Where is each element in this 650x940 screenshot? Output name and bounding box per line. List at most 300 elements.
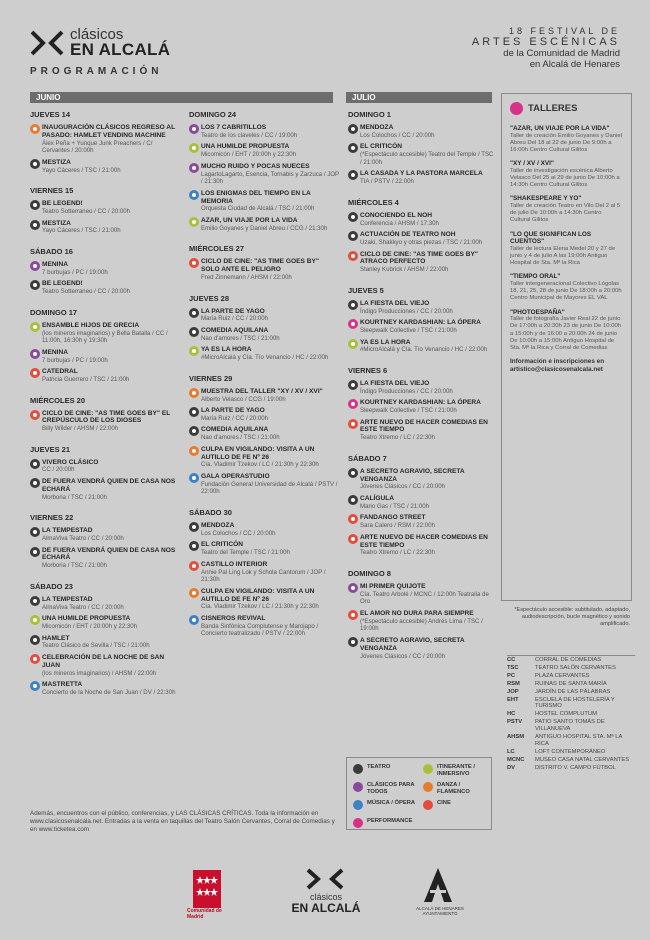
event-item <box>189 327 339 342</box>
event-title: LA TEMPESTAD <box>42 595 93 603</box>
category-icon <box>189 217 199 227</box>
event-title: MUESTRA DEL TALLER "XY / XV / XVI" <box>201 387 323 395</box>
abbreviation-row <box>507 734 635 748</box>
event-item <box>348 143 494 166</box>
bottom-note: Además, encuentros con el público, conferencias, y LAS CLÁSICAS CRÍTICAS. Toda la información en www.clasicosenalcala.net. Entradas a la venta en taquillas del Teatro Salón Cervantes, Corral de Comedias y en www.ticketea.com <box>30 810 335 833</box>
fest-line-1: 18 FESTIVAL DE <box>508 26 620 36</box>
event-title: CULPA EN VIGILANDO: VISITA A UN AUTILLO DE FE Nº 26 <box>201 445 315 461</box>
abbreviation-value: LOFT CONTEMPORÁNEO <box>535 748 606 755</box>
legend-label: MÚSICA / ÓPERA <box>367 800 416 806</box>
event-details: Índigo Producciones / CC / 20:00h <box>360 307 453 315</box>
event-title: CICLO DE CINE: "AS TIME GOES BY" ATRACO PERFECTO <box>360 250 478 266</box>
event-details: Patricia Guerrero / TSC / 21:00h <box>42 375 130 383</box>
talleres-panel <box>501 93 632 601</box>
event-item <box>348 300 494 315</box>
day-heading: MIÉRCOLES 4 <box>348 197 399 207</box>
legend-label: ITINERANTE / INMERSIVO <box>437 764 476 777</box>
festival-title <box>472 26 620 70</box>
performance-icon <box>353 818 363 828</box>
talleres-info: Información e inscripciones en artistico@clasicosenalcala.net <box>510 358 605 374</box>
itinerante-icon <box>423 764 433 774</box>
event-details: LagartoLagarto, Esencia, Tornabis y Zarzuca / JOP / 21:30h <box>201 170 339 186</box>
event-details: #MicroAlcalá y Cía. Tío Venancio / HC / 22:00h <box>201 354 329 362</box>
event-details: Nao d'amores / TSC / 21:00h <box>201 334 280 342</box>
spacer <box>30 574 180 582</box>
abbreviation-row <box>507 681 635 688</box>
event-item <box>348 124 494 139</box>
event-title: LA CASADA Y LA PASTORA MARCELA <box>360 170 483 178</box>
venue-abbreviations <box>507 655 635 772</box>
event-item <box>30 261 180 276</box>
event-item <box>30 681 180 696</box>
event-details: Teatro Sotterraneo / CC / 20:00h <box>42 207 131 215</box>
event-details: Cía. Vladimir Tzekov / LC / 21:30h y 22:30h <box>201 461 319 469</box>
day-heading: JUEVES 21 <box>30 444 71 454</box>
day-heading: DOMINGO 17 <box>30 307 78 317</box>
category-icon <box>348 419 358 429</box>
event-details: Álex Peña + Yunque Junk Preachers / C/ Cervantes / 20:00h <box>42 139 153 155</box>
event-details: Yayo Cáceres / TSC / 21:00h <box>42 227 121 235</box>
day-heading: SÁBADO 16 <box>30 246 73 256</box>
event-item <box>348 212 494 227</box>
event-title: ACTUACIÓN DE TEATRO NOH <box>360 231 456 239</box>
taller-title: "TIEMPO ORAL" <box>510 273 561 281</box>
event-details: (los mineros imaginarios) / AHSM / 22:00h <box>42 669 157 677</box>
event-details: Jóvenes Clásicos / CC / 20:00h <box>360 483 446 491</box>
event-details: Alberto Velasco / CCG / 19:00h <box>201 395 286 403</box>
category-icon <box>348 251 358 261</box>
category-icon <box>189 615 199 625</box>
event-details: Los Colochos / CC / 20:00h <box>201 529 276 537</box>
event-details: Teatro de los claveles / CC / 19:00h <box>201 131 298 139</box>
event-item <box>189 588 339 611</box>
abbreviation-row <box>507 673 635 680</box>
spacer <box>30 300 180 308</box>
event-details: Morboria / TSC / 21:00h <box>42 493 107 501</box>
category-icon <box>189 190 199 200</box>
event-item <box>189 561 339 584</box>
event-item <box>189 308 339 323</box>
event-details: María Ruiz / CC / 20:00h <box>201 315 269 323</box>
category-icon <box>189 388 199 398</box>
spacer <box>189 366 339 374</box>
clasicos-logo-icon <box>300 868 350 890</box>
event-item <box>30 159 180 174</box>
abbreviation-key: EHT <box>507 696 519 703</box>
taller-details: Taller intergeneracional Colectivo Lógolas 18, 21, 25, 28 de junio De 18:00h a 20:00h Centro Municipal de Mayores EL VAL <box>510 281 622 302</box>
event-item <box>348 514 494 529</box>
taller-details: Taller de investigación escénica Alberto Velasco Del 25 al 29 de junio De 10:00h a 14:30h Centro Cultural Gilitos <box>510 167 620 189</box>
event-title: EL AMOR NO DURA PARA SIEMPRE <box>360 610 474 618</box>
event-details: Orquesta Ciudad de Alcalá / TSC / 21:00h <box>201 205 315 213</box>
event-title: CATEDRAL <box>42 368 78 376</box>
month-june: JUNIO <box>30 92 333 103</box>
category-icon <box>348 514 358 524</box>
abbreviation-row <box>507 665 635 672</box>
event-title: COMEDIA AQUILANA <box>201 426 269 434</box>
clasicos-icon <box>353 782 363 792</box>
category-icon <box>189 308 199 318</box>
event-item <box>348 468 494 491</box>
musica-icon <box>353 800 363 810</box>
event-item <box>189 190 339 213</box>
category-icon <box>30 681 40 691</box>
event-details: (los mineros imaginarios) y Bella Batalla / CC / 11:00h, 16:30h y 19:30h <box>42 329 168 345</box>
event-title: MESTIZA <box>42 219 71 227</box>
category-icon <box>348 380 358 390</box>
event-details: Stanley Kubrick / AHSM / 22:00h <box>360 266 449 274</box>
accessible-note: *Espectáculo accesible: subtitulado, adaptado, audiodescripción, bucle magnético y sonido amplificado. <box>514 607 630 627</box>
event-title: LA FIESTA DEL VIEJO <box>360 379 430 387</box>
category-icon <box>30 654 40 664</box>
abbreviation-key: PSTV <box>507 719 523 726</box>
spacer <box>348 561 494 569</box>
event-title: INAUGURACIÓN CLÁSICOS REGRESO AL PASADO: HAMLET VENDING MACHINE <box>42 124 175 139</box>
event-details: Cía. Teatro Arbolé / MCNC / 12:00h Teatralia de Oro <box>360 590 489 606</box>
event-title: LA PARTE DE YAGO <box>201 407 265 415</box>
event-item <box>189 473 339 496</box>
month-july: JULIO <box>346 92 492 103</box>
event-item <box>189 407 339 422</box>
event-title: CICLO DE CINE: "AS TIME GOES BY" EL CREPÚSCULO DE LOS DIOSES <box>42 409 171 425</box>
event-item <box>189 163 339 186</box>
event-details: Fred Zinnemann / AHSM / 22:00h <box>201 273 292 281</box>
legend-label: CLÁSICOS PARA TODOS <box>367 782 415 795</box>
event-title: LA PARTE DE YAGO <box>201 307 265 315</box>
header <box>0 0 650 86</box>
ayuntamiento-logo-icon <box>424 868 452 902</box>
event-item <box>348 339 494 354</box>
legend-performance <box>353 818 412 828</box>
event-details: Emilio Goyanes y Daniel Abreu / CCG / 21:30h <box>201 224 328 232</box>
event-details: Sara Calero / RSM / 22:00h <box>360 522 435 530</box>
abbreviation-value: TEATRO SALÓN CERVANTES <box>535 664 616 671</box>
event-details: Fundación General Universidad de Alcalá / PSTV / 22:00h <box>201 480 338 496</box>
category-icon <box>30 596 40 606</box>
spacer <box>30 505 180 513</box>
day-heading: MIÉRCOLES 20 <box>30 395 86 405</box>
event-details: Morboria / TSC / 21:00h <box>42 562 107 570</box>
event-details: María Ruiz / CC / 20:00h <box>201 414 269 422</box>
event-item <box>348 399 494 414</box>
category-icon <box>348 319 358 329</box>
bottom-brand-line-2: EN ALCALÁ <box>291 901 361 915</box>
event-details: Teatro Clásico de Sevilla / TSC / 21:00h <box>42 642 150 650</box>
ayuntamiento-label: ALCALÁ DE HENARES AYUNTAMIENTO <box>416 906 464 916</box>
abbreviation-key: JOP <box>507 688 519 695</box>
event-title: LA TEMPESTAD <box>42 527 93 535</box>
day-heading: DOMINGO 8 <box>348 569 391 579</box>
event-details: Teatro del Temple / TSC / 21:00h <box>201 549 290 557</box>
category-icon <box>189 561 199 571</box>
event-title: DE FUERA VENDRÁ QUIEN DE CASA NOS ECHARÁ <box>42 546 176 562</box>
event-title: UNA HUMILDE PROPUESTA <box>201 143 290 151</box>
teatro-icon <box>353 764 363 774</box>
legend-clasicos <box>353 782 419 796</box>
abbreviation-row <box>507 765 635 772</box>
event-title: AZAR, UN VIAJE POR LA VIDA <box>201 216 298 224</box>
event-details: Cía. Vladimir Tzekov / LC / 21:30h y 22:30h <box>201 603 319 611</box>
day-heading: JUEVES 28 <box>189 293 230 303</box>
schedule-column-2 <box>189 110 339 650</box>
taller-item <box>510 160 623 189</box>
abbreviation-row <box>507 657 635 664</box>
taller-details: Taller de fotografía Javier Real 22 de junio De 17:00h a 20:30h 23 de junio De 10:00h a 15:00h y de 16:00 a 20:00h 24 de junio De 10:00h a 15:00h Antiguo Hospital de Sta. Mª la Rica y Corral de Comedias <box>510 316 622 352</box>
category-icon <box>30 410 40 420</box>
event-item <box>189 541 339 556</box>
event-details: AlmaViva Teatro / CC / 20:00h <box>42 603 124 611</box>
category-icon <box>30 635 40 645</box>
abbreviation-row <box>507 719 635 733</box>
event-item <box>189 258 339 281</box>
event-details: CC / 20:00h <box>42 466 75 474</box>
category-icon <box>30 615 40 625</box>
category-icon <box>189 407 199 417</box>
day-heading: VIERNES 15 <box>30 186 74 196</box>
abbreviation-key: PC <box>507 672 516 679</box>
category-icon <box>348 231 358 241</box>
taller-item <box>510 309 623 353</box>
day-heading: SÁBADO 30 <box>189 508 232 518</box>
event-item <box>30 200 180 215</box>
spacer <box>30 701 180 709</box>
event-title: CICLO DE CINE: "AS TIME GOES BY" SOLO ANTE EL PELIGRO <box>201 258 319 274</box>
event-details: #MicroAlcalá y Cía. Tío Venancio / HC / 22:00h <box>360 346 488 354</box>
event-details: Banda Sinfónica Complutense y Marojapo / Concierto teatralizado / PSTV / 22:00h <box>201 622 319 638</box>
event-item <box>189 615 339 638</box>
abbreviation-value: HOSTEL COMPLUTUM <box>535 711 597 718</box>
taller-title: "SHAKESPEARE Y YO" <box>510 195 582 203</box>
spacer <box>189 236 339 244</box>
event-title: DE FUERA VENDRÁ QUIEN DE CASA NOS ECHARÁ <box>42 478 176 493</box>
category-icon <box>189 541 199 551</box>
fest-line-3: de la Comunidad de Madrid <box>503 48 620 59</box>
event-item <box>30 124 180 155</box>
event-item <box>189 346 339 361</box>
spacer <box>30 239 180 247</box>
event-item <box>348 610 494 633</box>
event-title: LA FIESTA DEL VIEJO <box>360 299 430 307</box>
talleres-icon <box>510 102 523 115</box>
event-details: AlmaViva Teatro / CC / 20:00h <box>42 535 124 543</box>
event-item <box>30 654 180 677</box>
event-title: ARTE NUEVO DE HACER COMEDIAS EN ESTE TIEMPO <box>360 533 488 549</box>
abbreviation-key: RSM <box>507 680 520 687</box>
event-title: EL CRITICÓN <box>201 541 244 549</box>
event-details: Yayo Cáceres / TSC / 21:00h <box>42 166 121 174</box>
event-details: Los Colochos / CC / 20:00h <box>360 131 435 139</box>
day-heading: MIÉRCOLES 27 <box>189 244 245 254</box>
abbreviation-value: CORRAL DE COMEDIAS <box>535 657 602 663</box>
taller-title: "XY / XV / XVI" <box>510 160 554 168</box>
category-icon <box>189 346 199 356</box>
event-title: MI PRIMER QUIJOTE <box>360 583 426 591</box>
event-title: BE LEGEND! <box>42 280 83 288</box>
event-item <box>30 615 180 630</box>
event-item <box>189 217 339 232</box>
category-icon <box>348 610 358 620</box>
category-icon <box>348 495 358 505</box>
event-item <box>30 527 180 542</box>
legend-cine <box>423 800 451 810</box>
event-details: TIA / PSTV / 22:00h <box>360 178 414 186</box>
event-title: COMEDIA AQUILANA <box>201 326 269 334</box>
cine-icon <box>423 800 433 810</box>
abbreviation-value: MUSEO CASA NATAL CERVANTES <box>535 756 630 763</box>
event-details: Índigo Producciones / CC / 20:00h <box>360 387 453 395</box>
category-icon <box>189 446 199 456</box>
taller-title: "AZAR, UN VIAJE POR LA VIDA" <box>510 125 610 132</box>
event-title: CISNEROS REVIVAL <box>201 615 266 622</box>
event-title: CULPA EN VIGILANDO: VISITA A UN AUTILLO DE FE Nº 26 <box>201 587 315 603</box>
event-title: ENSAMBLE HIJOS DE GRECIA <box>42 321 140 329</box>
category-icon <box>30 527 40 537</box>
event-item <box>348 534 494 557</box>
comunidad-madrid-label: Comunidad de Madrid <box>187 908 222 920</box>
category-icon <box>189 522 199 532</box>
category-icon <box>348 143 358 153</box>
comunidad-madrid-logo-icon <box>193 870 221 908</box>
event-item <box>348 170 494 185</box>
event-title: GALA OPERASTUDIO <box>201 473 270 481</box>
legend-label: PERFORMANCE <box>367 818 413 824</box>
abbreviation-value: ANTIGUO HOSPITAL STA. Mª LA RICA <box>535 734 623 747</box>
abbreviation-key: HC <box>507 711 516 718</box>
fest-line-2: ARTES ESCÉNICAS <box>471 36 620 48</box>
abbreviation-row <box>507 757 635 764</box>
category-icon <box>189 426 199 436</box>
taller-details: Taller de lectura Elena Medel 20 y 27 de junio y 4 de julio A las 19:00h Antiguo Hospital de Sta. Mª la Rica <box>510 245 616 267</box>
event-item <box>189 124 339 139</box>
category-icon <box>348 583 358 593</box>
schedule-column-1 <box>30 110 180 709</box>
category-icon <box>189 163 199 173</box>
event-title: MENINA <box>42 260 69 268</box>
category-icon <box>348 637 358 647</box>
event-title: FANDANGO STREET <box>360 514 426 522</box>
day-heading: VIERNES 29 <box>189 373 233 383</box>
event-title: EL CRITICÓN <box>360 143 403 151</box>
category-icon <box>348 212 358 222</box>
event-title: BE LEGEND! <box>42 200 83 208</box>
event-title: MENINA <box>42 348 69 356</box>
legend-danza <box>423 782 487 796</box>
event-item <box>348 583 494 606</box>
abbreviation-value: ESCUELA DE HOSTELERÍA Y TURISMO <box>535 696 615 710</box>
event-title: MUCHO RUIDO Y POCAS NUECES <box>201 162 310 170</box>
taller-details: Taller de creación Emilio Goyanes y Daniel Abreu Del 18 al 22 de junio De 9:00h a 16:00h Centro Cultural Gilitos <box>510 132 622 153</box>
event-item <box>189 426 339 441</box>
event-title: CONOCIENDO EL NOH <box>360 211 433 219</box>
event-details: Mario Gas / TSC / 21:00h <box>360 502 429 510</box>
abbreviation-key: CC <box>507 657 516 663</box>
event-details: Uzaki, Shakkyo y otras piezas / TSC / 21:00h <box>360 238 483 246</box>
abbreviation-row <box>507 749 635 756</box>
event-details: Nao d'amores / TSC / 21:00h <box>201 434 280 442</box>
event-details: Conferencia / AHSM / 17:30h <box>360 219 439 227</box>
brand-line-1: clásicos <box>70 26 124 43</box>
event-item <box>30 349 180 364</box>
event-details: Jóvenes Clásicos / CC / 20:00h <box>360 652 446 660</box>
event-details: Annie Pal Ling Lok y Schola Cantorum / JOP / 21:30h <box>201 568 326 584</box>
day-heading: VIERNES 6 <box>348 365 388 375</box>
event-title: LOS 7 CABRITILLOS <box>201 124 267 131</box>
abbreviation-row <box>507 689 635 696</box>
category-icon <box>30 124 40 134</box>
spacer <box>189 286 339 294</box>
abbreviation-key: MCNC <box>507 756 525 763</box>
event-details: 7 burbujas / PC / 19:00h <box>42 268 108 276</box>
event-title: MENDOZA <box>201 522 235 530</box>
category-icon <box>189 258 199 268</box>
event-details: Billy Wilder / AHSM / 22:00h <box>42 425 119 433</box>
category-icon <box>30 159 40 169</box>
spacer <box>30 437 180 445</box>
taller-item <box>510 195 623 224</box>
taller-title: "PHOTOESPAÑA" <box>510 308 565 316</box>
event-item <box>189 388 339 403</box>
talleres-header <box>510 102 623 115</box>
spacer <box>348 446 494 454</box>
category-icon <box>30 280 40 290</box>
legend <box>346 757 492 830</box>
legend-label: TEATRO <box>367 764 391 770</box>
programacion-title: PROGRAMACIÓN <box>30 66 163 77</box>
spacer <box>348 190 494 198</box>
category-icon <box>348 468 358 478</box>
day-heading: DOMINGO 24 <box>189 110 237 119</box>
abbreviation-row <box>507 711 635 718</box>
event-title: MENDOZA <box>360 124 394 131</box>
event-title: ARTE NUEVO DE HACER COMEDIAS EN ESTE TIEMPO <box>360 418 488 434</box>
category-icon <box>30 322 40 332</box>
festival-logo-icon <box>30 30 64 56</box>
event-item <box>30 459 180 474</box>
abbreviation-key: TSC <box>507 664 519 671</box>
spacer <box>348 664 494 672</box>
event-item <box>348 231 494 246</box>
event-title: CASTILLO INTERIOR <box>201 560 268 568</box>
danza-icon <box>423 782 433 792</box>
event-title: UNA HUMILDE PROPUESTA <box>42 615 131 623</box>
category-icon <box>348 534 358 544</box>
event-title: HAMLET <box>42 634 70 642</box>
event-details: Teatro Xtremo / LC / 22:30h <box>360 549 435 557</box>
category-icon <box>348 339 358 349</box>
event-details: Micomicón / EHT / 20:00h y 22:30h <box>42 623 138 631</box>
event-title: MASTRETTA <box>42 681 83 689</box>
abbreviation-value: DISTRITO V. CAMPO FÚTBOL <box>535 764 616 771</box>
talleres-title: TALLERES <box>528 103 578 114</box>
event-item <box>348 319 494 334</box>
abbreviation-value: PLAZA CERVANTES <box>535 672 590 679</box>
event-item <box>348 637 494 660</box>
event-item <box>348 419 494 442</box>
event-details: Micomicón / EHT / 20:00h y 22:30h <box>201 151 297 159</box>
category-icon <box>189 143 199 153</box>
event-details: (*Espectáculo accesible) Andrés Lima / TSC / 19:00h <box>360 617 483 633</box>
category-icon <box>30 368 40 378</box>
event-item <box>30 547 180 570</box>
legend-itinerante <box>423 764 487 778</box>
abbreviation-key: AHSM <box>507 734 525 741</box>
category-icon <box>30 261 40 271</box>
event-title: KOURTNEY KARDASHIAN: LA ÓPERA <box>360 399 481 407</box>
category-icon <box>189 473 199 483</box>
event-item <box>189 143 339 158</box>
event-title: CELEBRACIÓN DE LA NOCHE DE SAN JUAN <box>42 654 165 669</box>
event-details: Sleepwalk Collective / TSC / 21:00h <box>360 326 457 334</box>
